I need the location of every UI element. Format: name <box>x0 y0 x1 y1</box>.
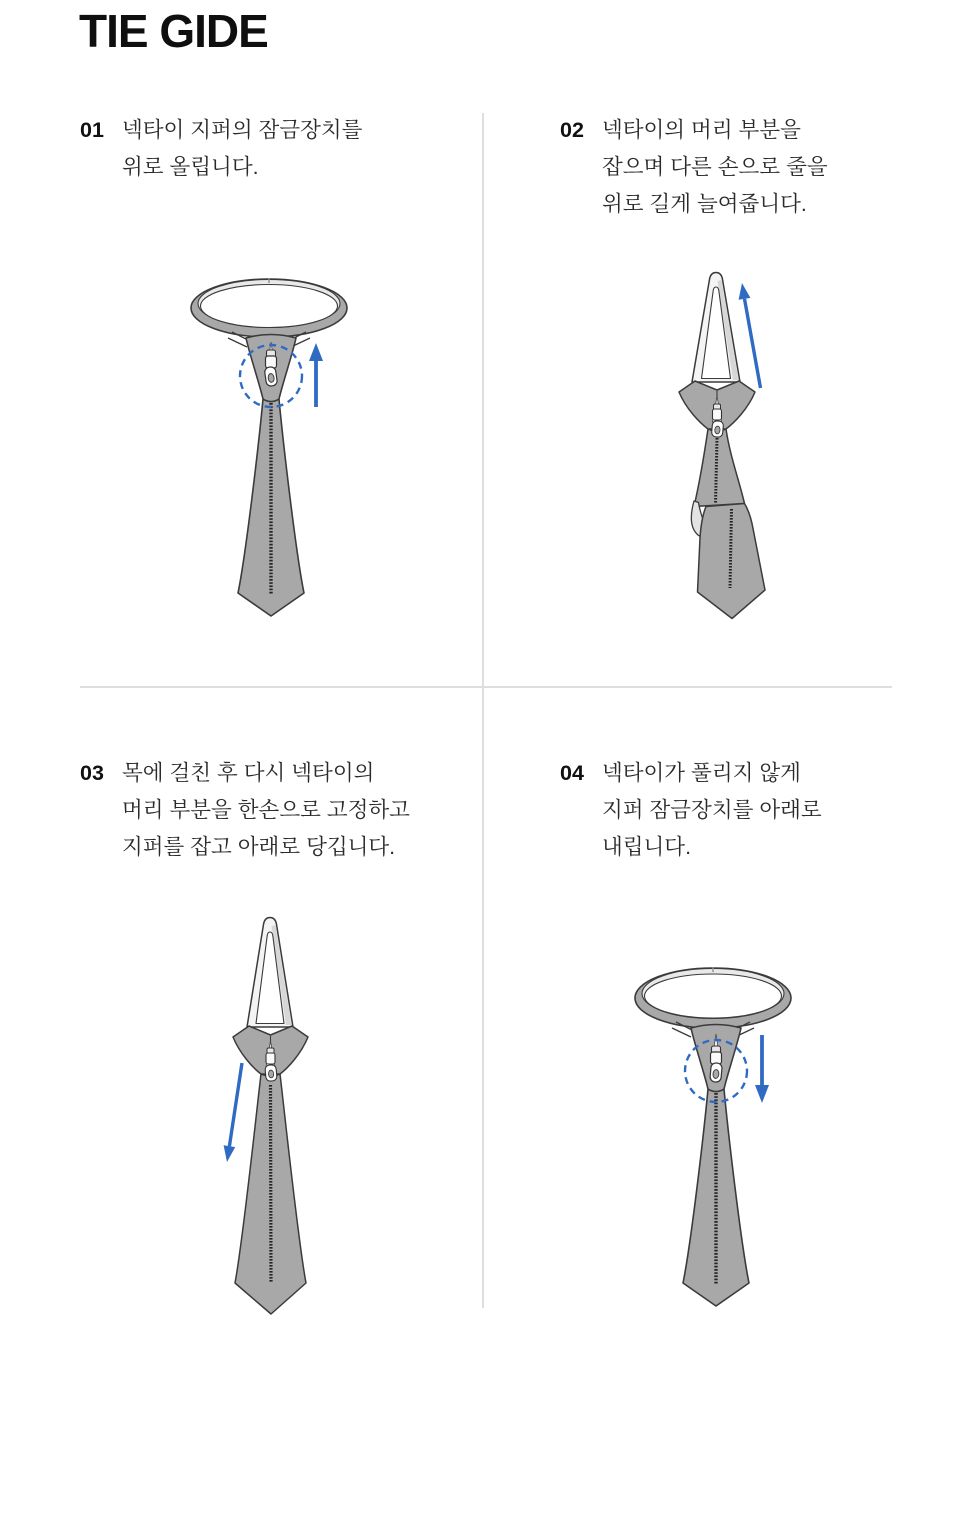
step-text-line: 위로 길게 늘여줍니다. <box>602 192 807 216</box>
page-title: TIE GIDE <box>79 5 268 57</box>
step-number: 01 <box>80 118 104 142</box>
step-text-line: 위로 올립니다. <box>122 155 259 179</box>
vertical-divider <box>482 113 484 1308</box>
arrow-down-icon <box>755 1035 769 1103</box>
step-01-header <box>80 112 362 186</box>
step-text-line: 지퍼 잠금장치를 아래로 <box>602 798 822 822</box>
step-text-line: 잡으며 다른 손으로 줄을 <box>602 155 828 179</box>
step-02-tie-illustration <box>650 270 780 622</box>
neck-loop <box>635 968 791 1029</box>
arrow-down-diagonal-icon <box>224 1063 242 1162</box>
step-text-line: 넥타이 지퍼의 잠금장치를 <box>122 118 363 142</box>
arrow-up-diagonal-icon <box>739 283 761 388</box>
step-04-tie-illustration <box>612 962 796 1314</box>
step-04-header <box>560 755 822 866</box>
step-text-line: 넥타이가 풀리지 않게 <box>602 761 801 785</box>
step-03-header <box>80 755 410 866</box>
step-02-header <box>560 112 828 223</box>
step-text-line: 넥타이의 머리 부분을 <box>602 118 801 142</box>
tie-upper-body <box>694 429 745 507</box>
step-number: 02 <box>560 118 584 142</box>
step-03-tie-illustration <box>205 915 340 1320</box>
zipper-pull-icon <box>710 1046 723 1082</box>
step-text-line: 내립니다. <box>602 835 692 859</box>
step-text-line: 머리 부분을 한손으로 고정하고 <box>122 798 410 822</box>
step-01-tie-illustration <box>186 272 362 618</box>
stretched-neck-loop <box>247 918 293 1028</box>
arrow-up-icon <box>309 343 323 407</box>
step-number: 03 <box>80 761 104 785</box>
step-text-line: 목에 걸친 후 다시 넥타이의 <box>122 761 375 785</box>
step-text-line: 지퍼를 잡고 아래로 당깁니다. <box>122 835 396 859</box>
neck-loop <box>191 279 347 338</box>
stretched-neck-loop <box>692 273 740 383</box>
horizontal-divider <box>80 686 892 688</box>
step-number: 04 <box>560 761 584 785</box>
